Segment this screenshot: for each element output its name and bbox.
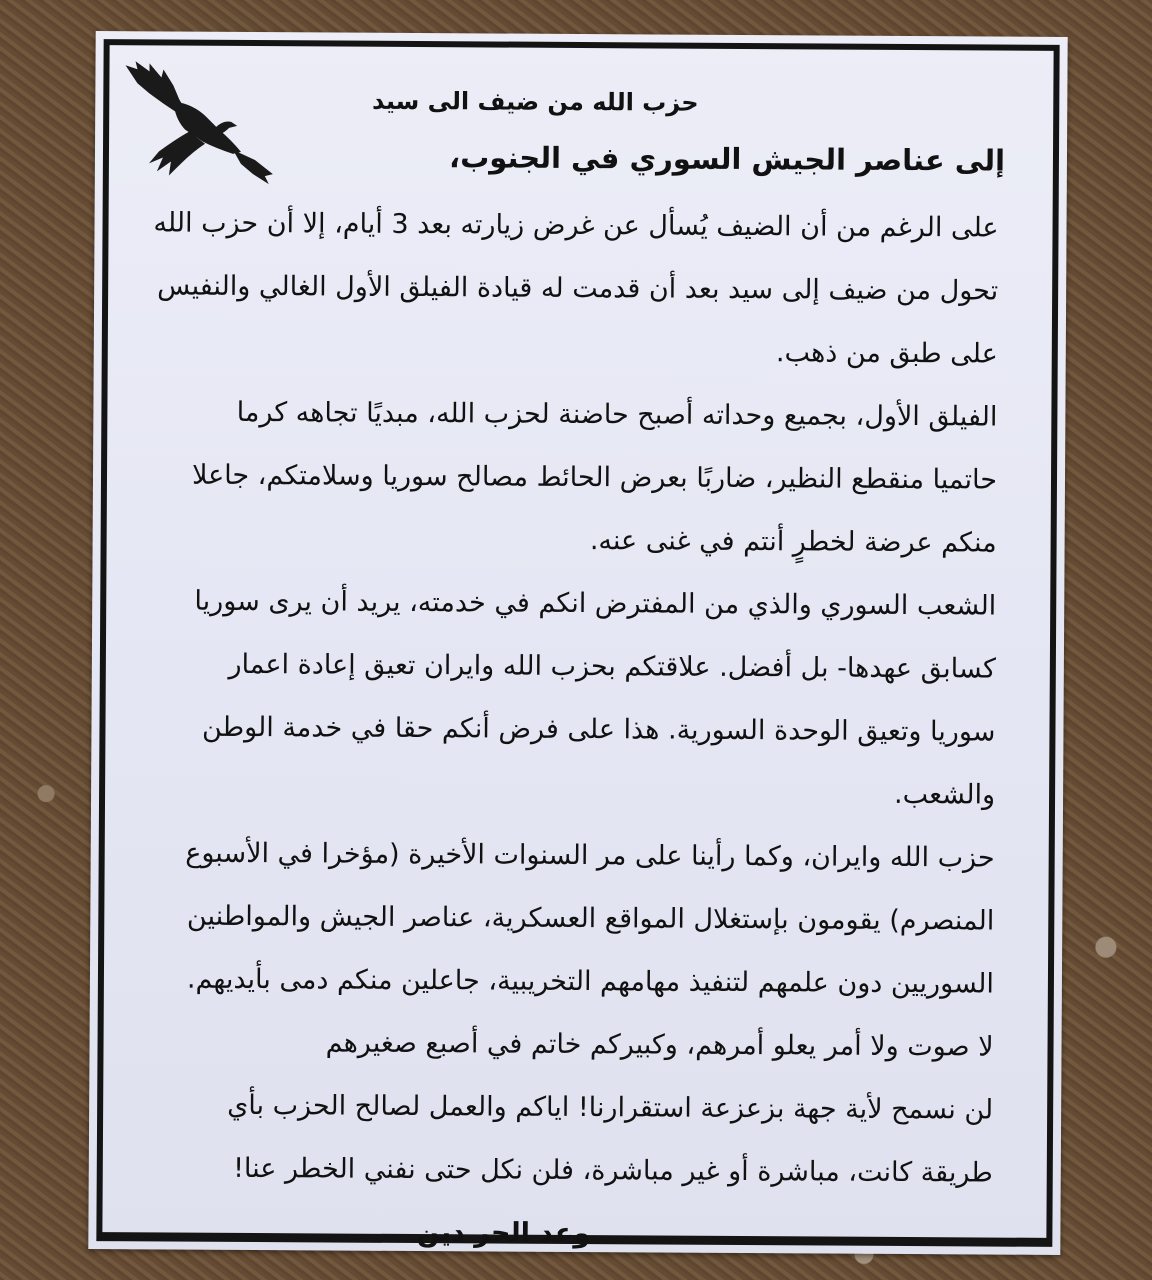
leaflet-signature: وعد الحر دين	[416, 1217, 591, 1250]
leaflet-text	[138, 71, 1005, 1266]
paragraph-2: الفيلق الأول، بجميع وحداته أصبح حاضنة لحزب الله، مبديًا تجاهه كرما حاتميا منقطع النظير، ضاربًا بعرض الحائط مصالح سوريا وسلامتكم، جاعلا منكم عرضة لخطرٍ أنتم في غنى عنه.	[191, 396, 998, 559]
paragraph-6: لن نسمح لأية جهة بزعزعة استقرارنا! اياكم والعمل لصالح الحزب بأي طريقة كانت، مباشرة أو غير مباشرة، فلن نكل حتى نفني الخطر عنا!	[227, 1089, 994, 1189]
leaflet-title: حزب الله من ضيف الى سيد	[371, 86, 699, 117]
paragraph-3: الشعب السوري والذي من المفترض انكم في خدمته، يريد أن يرى سوريا كسابق عهدها- بل أفضل. علاقتكم بحزب الله وايران تعيق إعادة اعمار سوريا وتعيق الوحدة السورية. هذا على فرض أنكم حقا في خدمة الوطن والشعب.	[194, 585, 997, 811]
paragraph-5: لا صوت ولا أمر يعلو أمرهم، وكبيركم خاتم في أصبع صغيرهم	[325, 1027, 994, 1063]
paragraph-4: حزب الله وايران، وكما رأينا على مر السنوات الأخيرة (مؤخرا في الأسبوع المنصرم) يقومون بإستغلال المواقع العسكرية، عناصر الجيش والمواطنين السوريين دون علمهم لتنفيذ مهامهم التخريبية، جاعلين منكم دمى بأيديهم.	[185, 837, 995, 1000]
leaflet-paper	[88, 31, 1067, 1255]
paragraph-1: على الرغم من أن الضيف يُسأل عن غرض زيارته بعد 3 أيام، إلا أن حزب الله تحول من ضيف إلى سيد بعد أن قدمت له قيادة الفيلق الأول الغالي والنفيس على طبق من ذهب.	[153, 207, 999, 370]
leaflet-salutation: إلى عناصر الجيش السوري في الجنوب،	[449, 140, 1006, 178]
